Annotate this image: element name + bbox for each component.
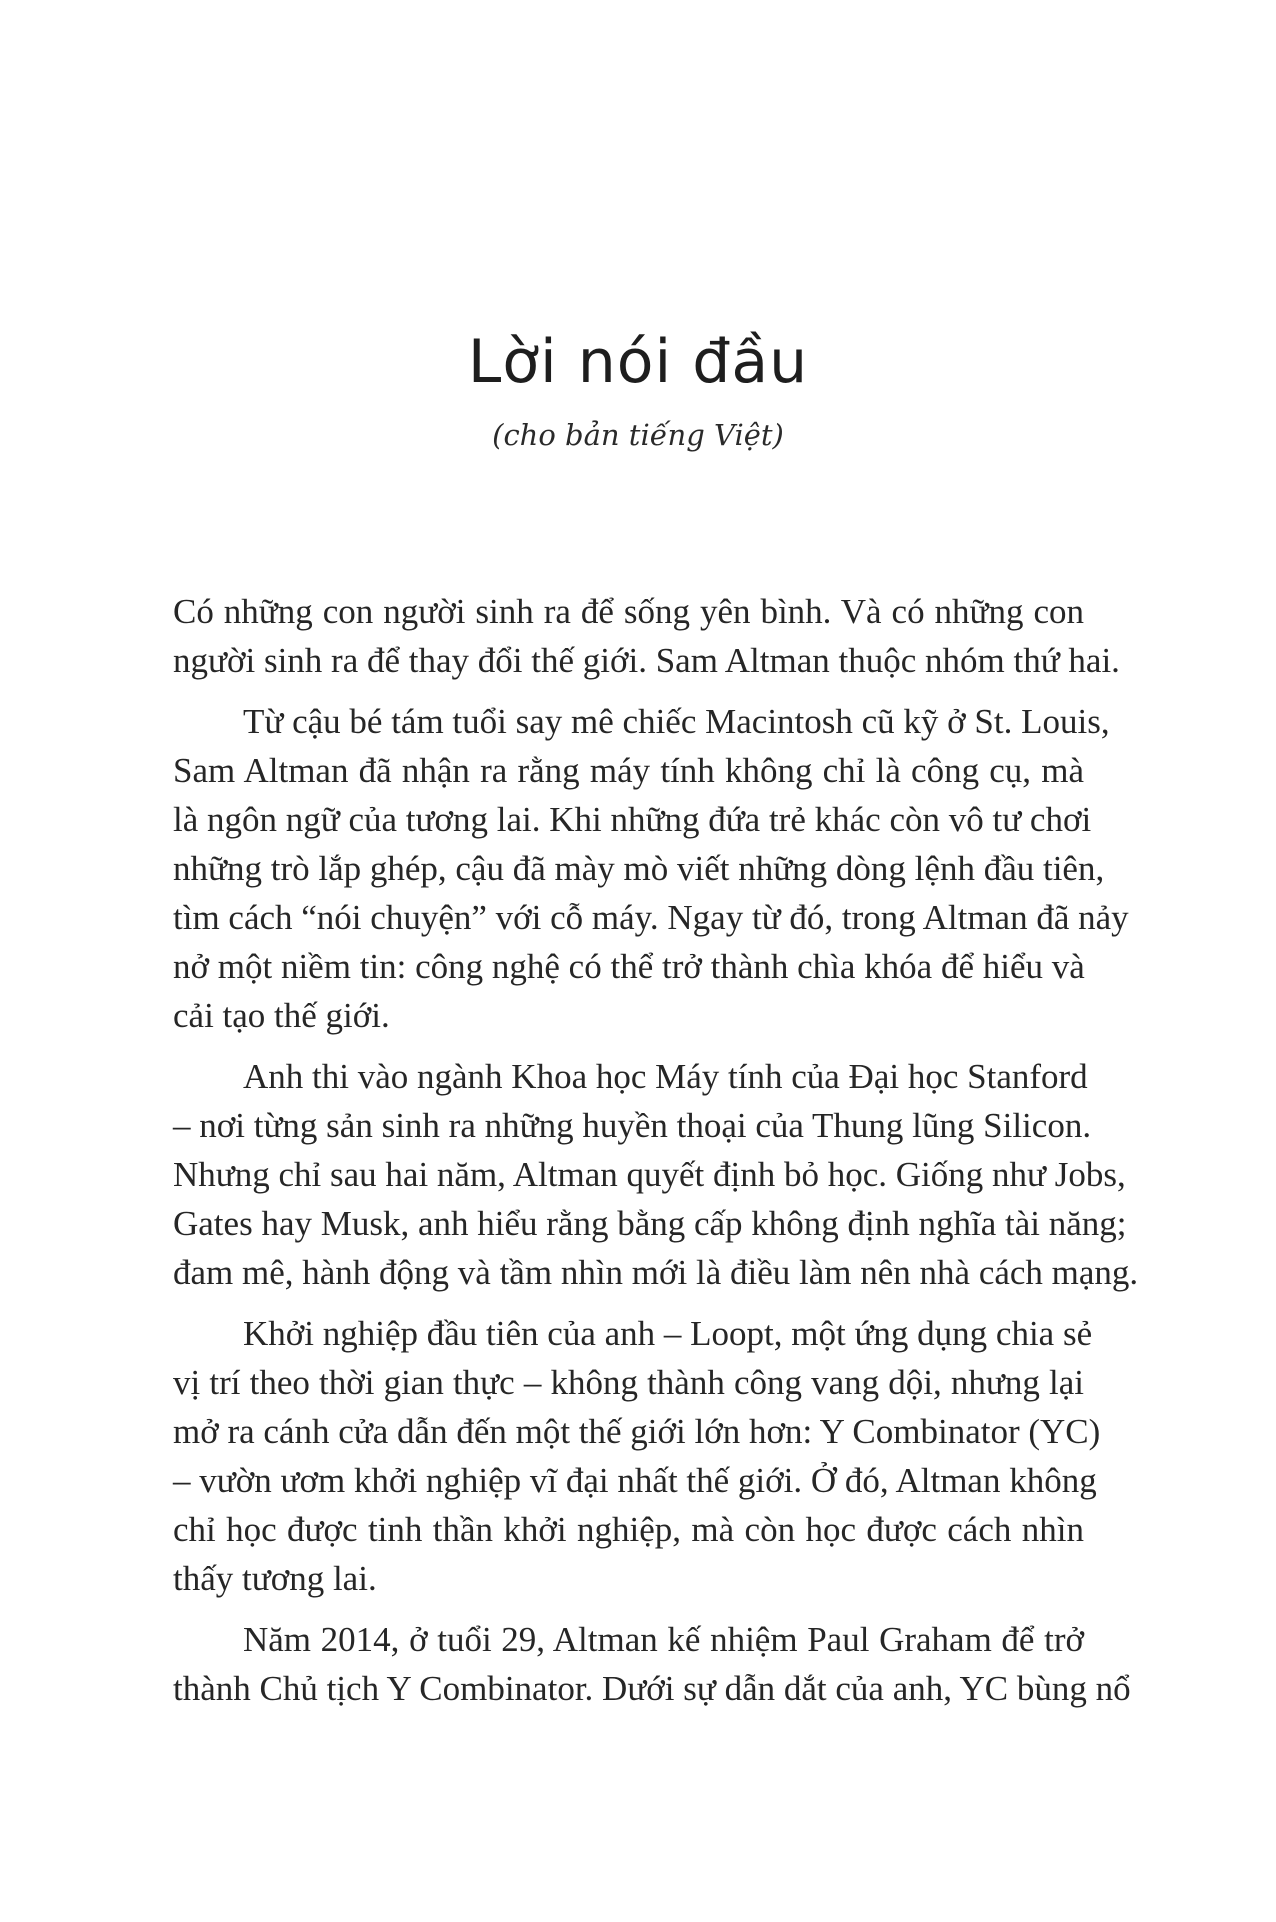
- text-line: Có những con người sinh ra để sống yên bình. Và có những con: [173, 592, 1084, 631]
- text-line: Sam Altman đã nhận ra rằng máy tính không chỉ là công cụ, mà: [173, 751, 1084, 790]
- page-title: Lời nói đầu: [467, 327, 809, 397]
- text-line: vị trí theo thời gian thực – không thành công vang dội, nhưng lại: [173, 1363, 1084, 1402]
- text-line: thấy tương lai.: [173, 1559, 377, 1598]
- text-line: – nơi từng sản sinh ra những huyền thoại của Thung lũng Silicon.: [173, 1106, 1092, 1145]
- text-line: nở một niềm tin: công nghệ có thể trở thành chìa khóa để hiểu và: [173, 947, 1085, 986]
- text-line: Anh thi vào ngành Khoa học Máy tính của Đại học Stanford: [243, 1057, 1088, 1096]
- text-line: – vườn ươm khởi nghiệp vĩ đại nhất thế giới. Ở đó, Altman không: [173, 1461, 1097, 1500]
- text-line: đam mê, hành động và tầm nhìn mới là điều làm nên nhà cách mạng.: [173, 1253, 1139, 1292]
- text-line: tìm cách “nói chuyện” với cỗ máy. Ngay từ đó, trong Altman đã nảy: [173, 898, 1129, 937]
- text-line: người sinh ra để thay đổi thế giới. Sam Altman thuộc nhóm thứ hai.: [173, 641, 1120, 680]
- text-line: chỉ học được tinh thần khởi nghiệp, mà còn học được cách nhìn: [173, 1510, 1084, 1549]
- paragraph-2: [173, 697, 1129, 1040]
- text-line: Khởi nghiệp đầu tiên của anh – Loopt, một ứng dụng chia sẻ: [243, 1314, 1093, 1353]
- paragraph-1: [173, 587, 1120, 685]
- text-line: những trò lắp ghép, cậu đã mày mò viết những dòng lệnh đầu tiên,: [173, 849, 1105, 888]
- text-line: Từ cậu bé tám tuổi say mê chiếc Macintosh cũ kỹ ở St. Louis,: [243, 702, 1110, 741]
- text-line: Gates hay Musk, anh hiểu rằng bằng cấp không định nghĩa tài năng;: [173, 1204, 1127, 1243]
- text-line: mở ra cánh cửa dẫn đến một thế giới lớn hơn: Y Combinator (YC): [173, 1412, 1101, 1451]
- paragraph-5: [173, 1615, 1131, 1713]
- body-text: [173, 587, 1139, 1725]
- text-line: Nhưng chỉ sau hai năm, Altman quyết định bỏ học. Giống như Jobs,: [173, 1155, 1126, 1194]
- page-subtitle: (cho bản tiếng Việt): [492, 418, 784, 452]
- text-line: thành Chủ tịch Y Combinator. Dưới sự dẫn dắt của anh, YC bùng nổ: [173, 1669, 1131, 1708]
- text-line: là ngôn ngữ của tương lai. Khi những đứa trẻ khác còn vô tư chơi: [173, 800, 1092, 839]
- paragraph-3: [173, 1052, 1139, 1297]
- text-line: Năm 2014, ở tuổi 29, Altman kế nhiệm Paul Graham để trở: [243, 1620, 1084, 1659]
- paragraph-4: [173, 1309, 1101, 1603]
- text-line: cải tạo thế giới.: [173, 996, 390, 1035]
